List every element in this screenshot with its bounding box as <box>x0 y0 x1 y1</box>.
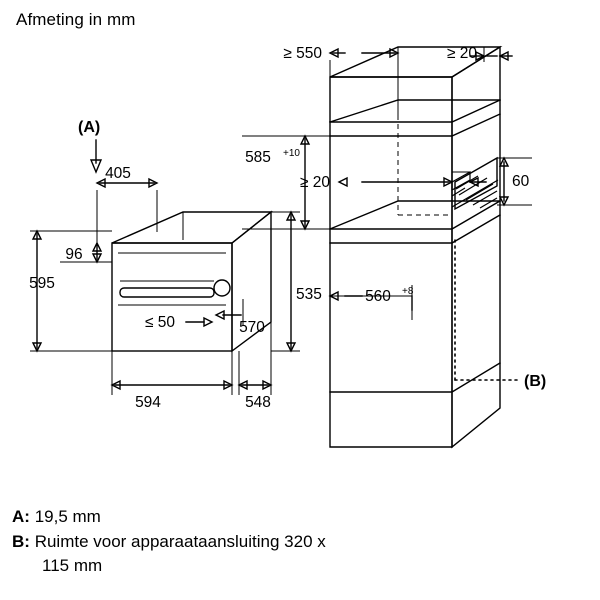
dim-ge-550-text: ≥ 550 <box>283 45 322 62</box>
dim-535 <box>271 212 322 351</box>
dim-le-50-text: ≤ 50 <box>144 314 176 331</box>
dim-594-text: 594 <box>135 394 161 411</box>
dim-405-text: 405 <box>105 165 131 182</box>
dim-585-sup: +10 <box>283 148 300 159</box>
dim-594 <box>112 351 232 411</box>
legend-text-b-cont: 115 mm <box>42 556 103 575</box>
legend-key-b: B: <box>12 532 30 551</box>
dim-60 <box>497 158 532 205</box>
dim-ge-20-mid-text: ≥ 20 <box>299 174 330 191</box>
legend-row-a <box>12 505 592 529</box>
dim-60-text: 60 <box>512 173 530 190</box>
dim-548-text: 548 <box>245 394 271 411</box>
dim-ge-20-top-text: ≥ 20 <box>446 45 478 62</box>
dim-535-text: 535 <box>296 286 322 303</box>
dim-560 <box>330 285 414 320</box>
label-b-marker: (B) <box>524 373 547 390</box>
legend-text-a: 19,5 mm <box>34 507 101 526</box>
dim-595-text: 595 <box>29 275 55 292</box>
dim-96 <box>60 243 112 263</box>
page-title: Afmeting in mm <box>16 10 136 29</box>
legend-row-b <box>12 530 592 578</box>
dim-96-text: 96 <box>65 246 83 263</box>
dim-570-text: 570 <box>239 319 265 336</box>
legend-text-b: Ruimte voor apparaataansluiting 320 x <box>34 532 326 551</box>
dim-560-text: 560 <box>365 288 391 305</box>
dim-585-text: 585 <box>245 149 271 166</box>
legend <box>12 505 592 579</box>
dim-560-sup: +8 <box>402 286 414 297</box>
cabinet-view <box>330 47 518 447</box>
legend-key-a: A: <box>12 507 30 526</box>
label-a-marker: (A) <box>78 119 101 136</box>
